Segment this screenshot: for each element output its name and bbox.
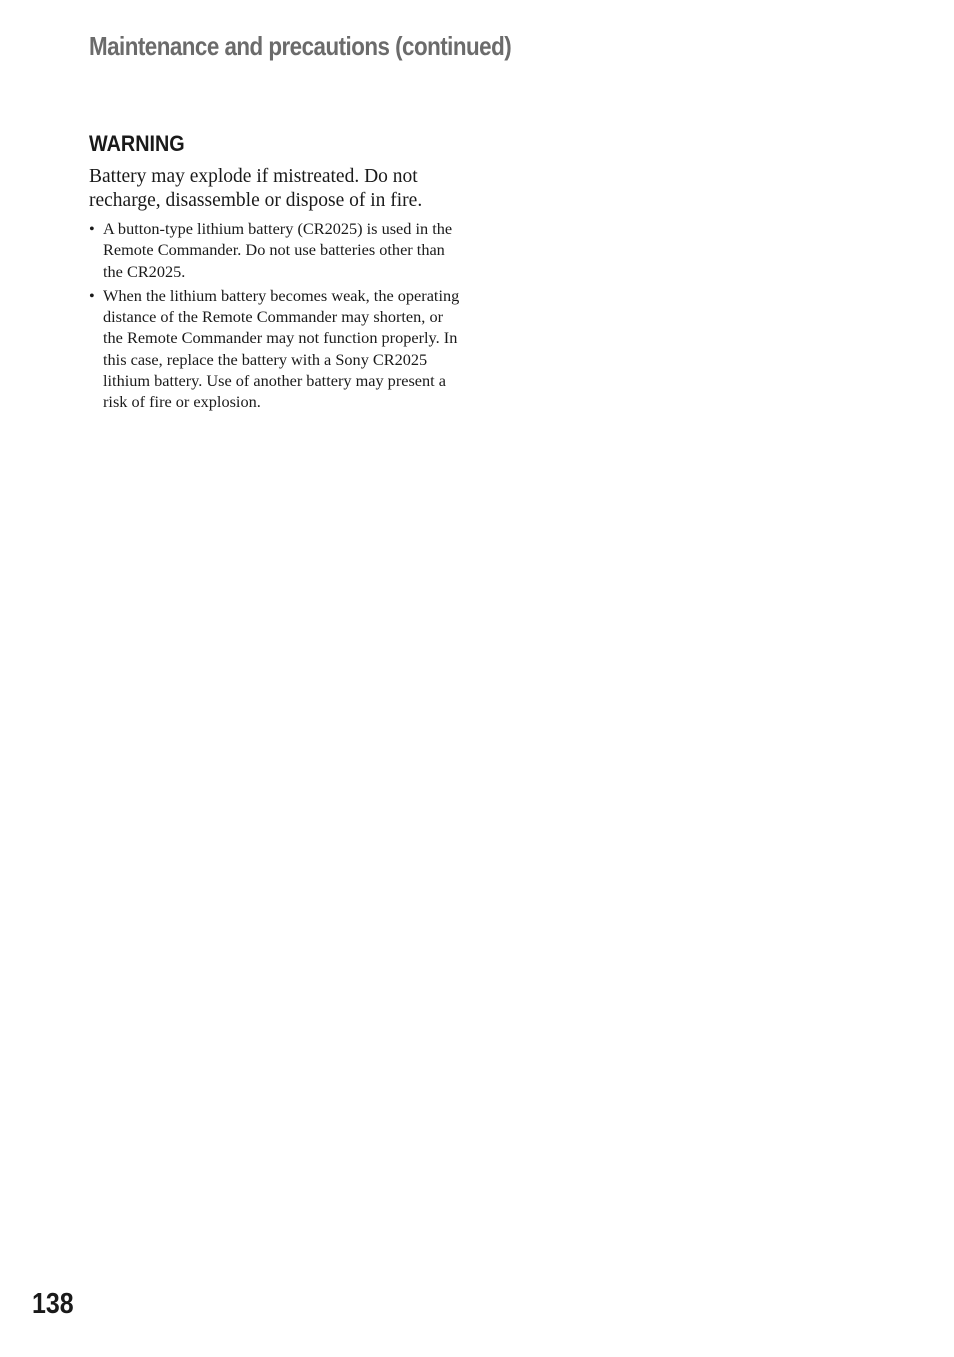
list-item (89, 285, 461, 413)
running-header-title: Maintenance and precautions (continued) (89, 31, 512, 61)
bullet-icon: • (89, 219, 95, 238)
warning-bullet-list (89, 218, 461, 413)
warning-heading: WARNING (89, 131, 185, 156)
list-item (89, 218, 461, 282)
bullet-icon: • (89, 285, 95, 305)
warning-lead-text: Battery may explode if mistreated. Do not recharge, disassemble or dispose of in fire. (89, 166, 423, 211)
bullet-text: When the lithium battery becomes weak, the operating distance of the Remote Commander may shorten, or the Remote Commander may not function properly. In this case, replace the battery with a Sony CR2025 lithium battery. Use of another battery may present a risk of fire or explosion. (103, 285, 460, 412)
page-number: 138 (32, 1288, 74, 1320)
warning-section (89, 130, 461, 416)
bullet-text: A button-type lithium battery (CR2025) is used in the Remote Commander. Do not use batteries other than the CR2025. (103, 219, 453, 281)
